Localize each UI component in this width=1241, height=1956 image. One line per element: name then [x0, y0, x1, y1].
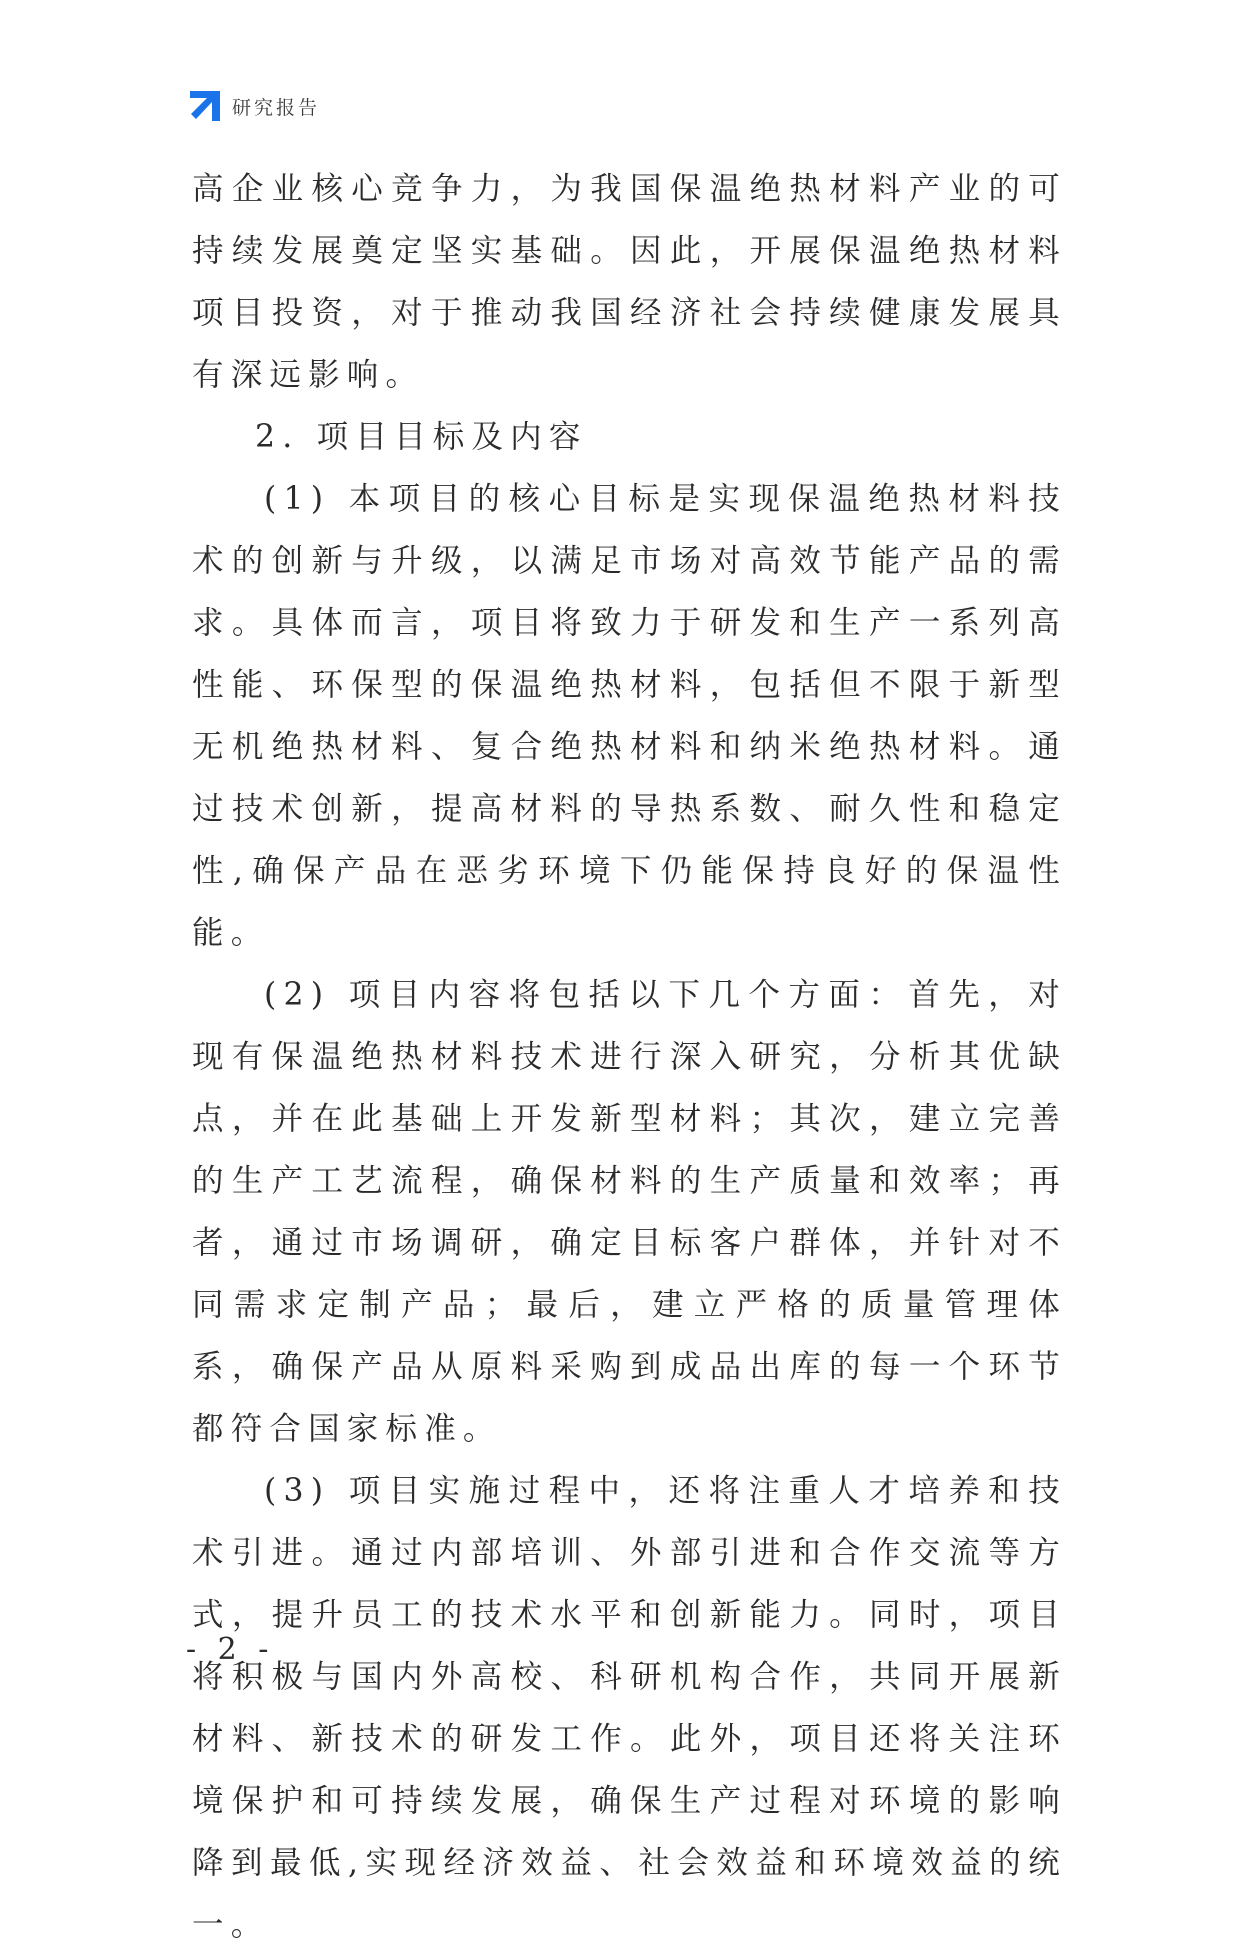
paragraph-3: (3) 项目实施过程中，还将注重人才培养和技术引进。通过内部培训、外部引进和合作交流等方式，提升员工的技术水平和创新能力。同时，项目将积极与国内外高校、科研机构合作，共同开展新材料、新技术的研发工作。此外，项目还将关注环境保护和可持续发展，确保生产过程对环境的影响降到最低,实现经济效益、社会效益和环境效益的统一。 — [192, 1473, 1067, 1943]
paragraph-continuation: 高企业核心竞争力，为我国保温绝热材料产业的可持续发展奠定坚实基础。因此，开展保温绝热材料项目投资，对于推动我国经济社会持续健康发展具有深远影响。 — [192, 171, 1067, 393]
paragraph-2: (2) 项目内容将包括以下几个方面：首先，对现有保温绝热材料技术进行深入研究，分析其优缺点，并在此基础上开发新型材料；其次，建立完善的生产工艺流程，确保材料的生产质量和效率；再者，通过市场调研，确定目标客户群体，并针对不同需求定制产品；最后，建立严格的质量管理体系，确保产品从原料采购到成品出库的每一个环节都符合国家标准。 — [192, 977, 1067, 1447]
page-number: - 2 - — [186, 1632, 275, 1667]
paragraph-1: (1) 本项目的核心目标是实现保温绝热材料技术的创新与升级，以满足市场对高效节能产品的需求。具体而言，项目将致力于研发和生产一系列高性能、环保型的保温绝热材料，包括但不限于新型无机绝热材料、复合绝热材料和纳米绝热材料。通过技术创新，提高材料的导热系数、耐久性和稳定性,确保产品在恶劣环境下仍能保持良好的保温性能。 — [192, 481, 1067, 951]
section-heading: 2. 项目目标及内容 — [255, 419, 588, 455]
header-title: 研究报告 — [232, 96, 321, 119]
document-body — [192, 158, 1067, 1956]
page-header — [188, 88, 320, 124]
arrow-logo-icon — [188, 89, 222, 123]
